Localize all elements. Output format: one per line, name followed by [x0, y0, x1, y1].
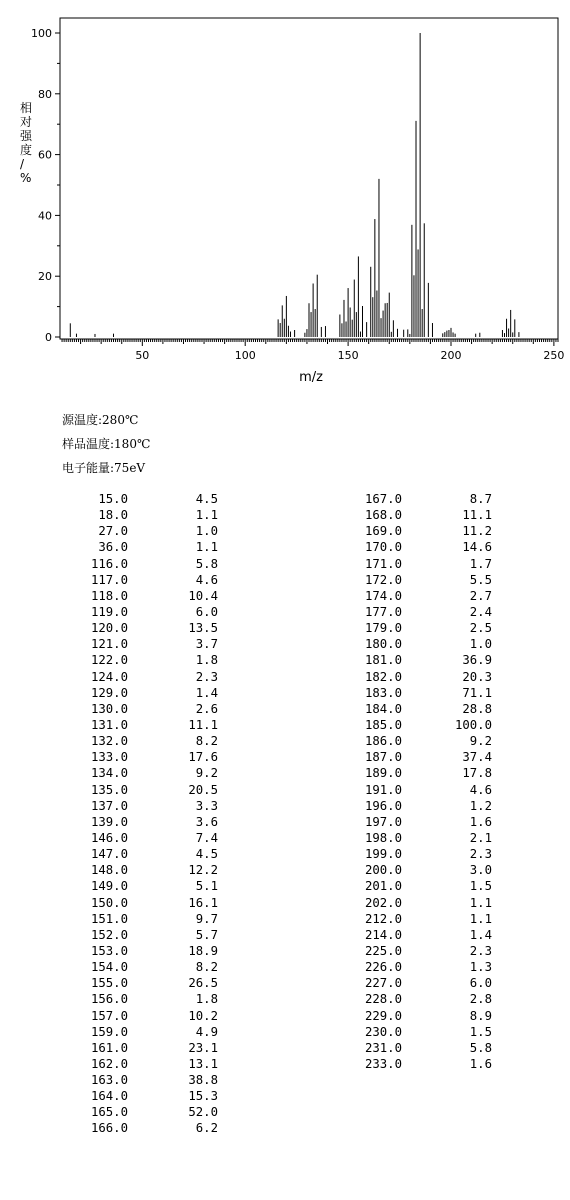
- mz-value: 228.0: [364, 992, 402, 1007]
- peak-row: [76, 927, 218, 943]
- peak-row: [350, 1024, 492, 1040]
- mz-value: 155.0: [90, 976, 128, 991]
- peak-row: [350, 765, 492, 781]
- mz-value: 181.0: [364, 653, 402, 668]
- mz-value: 120.0: [90, 621, 128, 636]
- peak-row: [76, 991, 218, 1007]
- mz-value: 166.0: [90, 1121, 128, 1136]
- x-tick-label: 250: [543, 349, 565, 362]
- mz-value: 156.0: [90, 992, 128, 1007]
- abundance-value: 17.6: [188, 750, 218, 765]
- abundance-value: 1.4: [469, 927, 492, 942]
- abundance-value: 100.0: [454, 717, 492, 732]
- mz-value: 15.0: [98, 492, 128, 506]
- source-temperature: 源温度:280℃: [62, 413, 139, 427]
- abundance-value: 52.0: [188, 1105, 218, 1120]
- peak-row: [350, 814, 492, 830]
- mz-value: 201.0: [364, 879, 402, 894]
- peak-table-left: [76, 491, 218, 1137]
- peak-row: [76, 878, 218, 894]
- peak-row: [76, 717, 218, 733]
- peak-row: [76, 862, 218, 878]
- mz-value: 191.0: [364, 782, 402, 797]
- peak-row: [76, 1104, 218, 1120]
- x-axis-label: m/z: [299, 370, 323, 385]
- abundance-value: 2.7: [469, 588, 492, 603]
- peak-row: [76, 604, 218, 620]
- y-tick-label: 100: [31, 27, 52, 40]
- abundance-value: 4.6: [469, 782, 492, 797]
- peak-row: [350, 1040, 492, 1056]
- peak-row: [76, 701, 218, 717]
- mz-value: 199.0: [364, 847, 402, 862]
- abundance-value: 1.8: [195, 992, 218, 1007]
- peak-row: [350, 991, 492, 1007]
- peak-row: [76, 911, 218, 927]
- abundance-value: 3.7: [195, 637, 218, 652]
- x-tick-label: 50: [135, 349, 150, 362]
- abundance-value: 11.1: [188, 717, 218, 732]
- abundance-value: 1.5: [469, 1024, 492, 1039]
- mz-value: 157.0: [90, 1008, 128, 1023]
- mz-value: 118.0: [90, 588, 128, 603]
- abundance-value: 1.4: [195, 685, 218, 700]
- peak-row: [76, 1040, 218, 1056]
- abundance-value: 37.4: [462, 750, 492, 765]
- mz-value: 163.0: [90, 1073, 128, 1088]
- peak-row: [350, 733, 492, 749]
- abundance-value: 5.1: [195, 879, 218, 894]
- mz-value: 154.0: [90, 960, 128, 975]
- peak-row: [76, 669, 218, 685]
- abundance-value: 2.4: [469, 604, 492, 619]
- abundance-value: 8.2: [195, 960, 218, 975]
- peak-row: [350, 588, 492, 604]
- abundance-value: 2.3: [469, 943, 492, 958]
- peak-row: [350, 620, 492, 636]
- abundance-value: 20.5: [188, 782, 218, 797]
- instrument-conditions: [62, 408, 150, 480]
- mz-value: 182.0: [364, 669, 402, 684]
- peak-row: [76, 1056, 218, 1072]
- mz-value: 177.0: [364, 604, 402, 619]
- mz-value: 36.0: [98, 540, 128, 555]
- peak-row: [350, 959, 492, 975]
- abundance-value: 8.9: [469, 1008, 492, 1023]
- abundance-value: 4.6: [195, 572, 218, 587]
- abundance-value: 20.3: [462, 669, 492, 684]
- y-axis-label: 相对强度/ %: [20, 101, 33, 185]
- mz-value: 159.0: [90, 1024, 128, 1039]
- mz-value: 135.0: [90, 782, 128, 797]
- mz-value: 197.0: [364, 814, 402, 829]
- abundance-value: 1.1: [195, 508, 218, 523]
- abundance-value: 5.8: [469, 1040, 492, 1055]
- peak-row: [350, 701, 492, 717]
- mz-value: 124.0: [90, 669, 128, 684]
- mz-value: 121.0: [90, 637, 128, 652]
- abundance-value: 26.5: [188, 976, 218, 991]
- peak-row: [350, 846, 492, 862]
- peak-row: [76, 1120, 218, 1136]
- peak-row: [350, 491, 492, 507]
- y-tick-label: 40: [38, 209, 52, 223]
- abundance-value: 2.6: [195, 701, 218, 716]
- abundance-value: 11.1: [462, 508, 492, 523]
- mz-value: 117.0: [90, 572, 128, 587]
- mz-value: 200.0: [364, 863, 402, 878]
- abundance-value: 6.0: [469, 976, 492, 991]
- peak-row: [350, 782, 492, 798]
- peak-row: [76, 846, 218, 862]
- abundance-value: 38.8: [188, 1073, 218, 1088]
- y-tick-label: 80: [38, 87, 52, 101]
- abundance-value: 36.9: [462, 653, 492, 668]
- abundance-value: 5.5: [469, 572, 492, 587]
- plot-frame: [60, 18, 558, 339]
- mz-value: 149.0: [90, 879, 128, 894]
- peak-table-right: [350, 491, 492, 1072]
- peak-row: [76, 1008, 218, 1024]
- peak-row: [76, 782, 218, 798]
- mz-value: 129.0: [90, 685, 128, 700]
- peak-row: [76, 491, 218, 507]
- peak-row: [76, 765, 218, 781]
- electron-energy: 电子能量:75eV: [62, 461, 146, 475]
- abundance-value: 13.1: [188, 1056, 218, 1071]
- peak-row: [76, 572, 218, 588]
- mz-value: 174.0: [364, 588, 402, 603]
- mz-value: 147.0: [90, 847, 128, 862]
- abundance-value: 16.1: [188, 895, 218, 910]
- mz-value: 229.0: [364, 1008, 402, 1023]
- mz-value: 167.0: [364, 492, 402, 506]
- abundance-value: 1.6: [469, 1056, 492, 1071]
- abundance-value: 5.7: [195, 927, 218, 942]
- mz-value: 134.0: [90, 766, 128, 781]
- mz-value: 131.0: [90, 717, 128, 732]
- peak-row: [350, 507, 492, 523]
- mz-value: 233.0: [364, 1056, 402, 1071]
- peak-row: [76, 620, 218, 636]
- spectrum-peaks: [70, 33, 519, 337]
- mz-value: 122.0: [90, 653, 128, 668]
- peak-row: [350, 895, 492, 911]
- mz-value: 183.0: [364, 685, 402, 700]
- peak-row: [350, 878, 492, 894]
- peak-row: [350, 1056, 492, 1072]
- mz-value: 130.0: [90, 701, 128, 716]
- abundance-value: 1.7: [469, 556, 492, 571]
- mz-value: 168.0: [364, 508, 402, 523]
- abundance-value: 14.6: [462, 540, 492, 555]
- abundance-value: 2.3: [469, 847, 492, 862]
- abundance-value: 3.3: [195, 798, 218, 813]
- peak-row: [76, 1088, 218, 1104]
- abundance-value: 4.5: [195, 847, 218, 862]
- abundance-value: 4.5: [195, 492, 218, 506]
- abundance-value: 1.1: [469, 895, 492, 910]
- x-tick-label: 200: [440, 349, 462, 362]
- abundance-value: 10.4: [188, 588, 218, 603]
- mz-value: 165.0: [90, 1105, 128, 1120]
- mz-value: 153.0: [90, 943, 128, 958]
- abundance-value: 6.2: [195, 1121, 218, 1136]
- peak-row: [350, 927, 492, 943]
- peak-row: [76, 959, 218, 975]
- abundance-value: 8.7: [469, 492, 492, 506]
- peak-row: [76, 895, 218, 911]
- mz-value: 162.0: [90, 1056, 128, 1071]
- abundance-value: 1.0: [469, 637, 492, 652]
- abundance-value: 1.1: [469, 911, 492, 926]
- peak-row: [76, 636, 218, 652]
- mz-value: 150.0: [90, 895, 128, 910]
- peak-row: [76, 798, 218, 814]
- mz-value: 27.0: [98, 524, 128, 539]
- abundance-value: 1.3: [469, 960, 492, 975]
- sample-temperature: 样品温度:180℃: [62, 437, 151, 451]
- peak-row: [350, 604, 492, 620]
- mz-value: 202.0: [364, 895, 402, 910]
- abundance-value: 1.8: [195, 653, 218, 668]
- mz-value: 226.0: [364, 960, 402, 975]
- peak-row: [350, 943, 492, 959]
- mz-value: 146.0: [90, 830, 128, 845]
- mz-value: 132.0: [90, 734, 128, 749]
- mz-value: 196.0: [364, 798, 402, 813]
- mz-value: 18.0: [98, 508, 128, 523]
- abundance-value: 1.5: [469, 879, 492, 894]
- mz-value: 137.0: [90, 798, 128, 813]
- mz-value: 151.0: [90, 911, 128, 926]
- peak-row: [76, 1072, 218, 1088]
- peak-row: [350, 717, 492, 733]
- abundance-value: 2.8: [469, 992, 492, 1007]
- peak-row: [76, 975, 218, 991]
- peak-row: [76, 943, 218, 959]
- peak-row: [350, 749, 492, 765]
- peak-row: [350, 539, 492, 555]
- abundance-value: 1.6: [469, 814, 492, 829]
- abundance-value: 17.8: [462, 766, 492, 781]
- peak-row: [76, 814, 218, 830]
- peak-row: [76, 652, 218, 668]
- abundance-value: 4.9: [195, 1024, 218, 1039]
- mz-value: 152.0: [90, 927, 128, 942]
- abundance-value: 5.8: [195, 556, 218, 571]
- x-tick-label: 150: [337, 349, 359, 362]
- peak-row: [350, 798, 492, 814]
- peak-row: [76, 1024, 218, 1040]
- abundance-value: 12.2: [188, 863, 218, 878]
- x-tick-label: 100: [234, 349, 256, 362]
- peak-row: [350, 911, 492, 927]
- peak-row: [350, 523, 492, 539]
- peak-row: [76, 749, 218, 765]
- mz-value: 169.0: [364, 524, 402, 539]
- peak-row: [350, 975, 492, 991]
- abundance-value: 8.2: [195, 734, 218, 749]
- abundance-value: 1.0: [195, 524, 218, 539]
- abundance-value: 2.1: [469, 830, 492, 845]
- peak-row: [76, 685, 218, 701]
- abundance-value: 3.6: [195, 814, 218, 829]
- abundance-value: 71.1: [462, 685, 492, 700]
- mz-value: 184.0: [364, 701, 402, 716]
- mz-value: 170.0: [364, 540, 402, 555]
- abundance-value: 1.1: [195, 540, 218, 555]
- mz-value: 189.0: [364, 766, 402, 781]
- peak-row: [350, 862, 492, 878]
- mz-value: 180.0: [364, 637, 402, 652]
- abundance-value: 9.2: [469, 734, 492, 749]
- mz-value: 186.0: [364, 734, 402, 749]
- peak-row: [350, 685, 492, 701]
- peak-row: [350, 669, 492, 685]
- y-tick-label: 60: [38, 148, 52, 162]
- mz-value: 185.0: [364, 717, 402, 732]
- abundance-value: 7.4: [195, 830, 218, 845]
- mz-value: 116.0: [90, 556, 128, 571]
- peak-row: [76, 830, 218, 846]
- abundance-value: 2.5: [469, 621, 492, 636]
- mz-value: 187.0: [364, 750, 402, 765]
- mz-value: 179.0: [364, 621, 402, 636]
- peak-row: [76, 507, 218, 523]
- peak-row: [350, 830, 492, 846]
- mz-value: 133.0: [90, 750, 128, 765]
- mz-value: 171.0: [364, 556, 402, 571]
- mz-value: 119.0: [90, 604, 128, 619]
- peak-row: [76, 733, 218, 749]
- abundance-value: 13.5: [188, 621, 218, 636]
- peak-row: [350, 572, 492, 588]
- abundance-value: 1.2: [469, 798, 492, 813]
- mz-value: 148.0: [90, 863, 128, 878]
- abundance-value: 9.7: [195, 911, 218, 926]
- mz-value: 225.0: [364, 943, 402, 958]
- mz-value: 164.0: [90, 1089, 128, 1104]
- peak-row: [350, 1008, 492, 1024]
- peak-row: [350, 636, 492, 652]
- abundance-value: 15.3: [188, 1089, 218, 1104]
- abundance-value: 23.1: [188, 1040, 218, 1055]
- mz-value: 172.0: [364, 572, 402, 587]
- y-tick-label: 20: [38, 270, 52, 284]
- abundance-value: 11.2: [462, 524, 492, 539]
- mz-value: 227.0: [364, 976, 402, 991]
- mz-value: 161.0: [90, 1040, 128, 1055]
- y-tick-label: 0: [45, 331, 52, 344]
- peak-row: [350, 652, 492, 668]
- peak-row: [76, 539, 218, 555]
- abundance-value: 10.2: [188, 1008, 218, 1023]
- mz-value: 230.0: [364, 1024, 402, 1039]
- peak-row: [350, 556, 492, 572]
- peak-row: [76, 588, 218, 604]
- mz-value: 212.0: [364, 911, 402, 926]
- axis-ticks: [31, 27, 564, 362]
- abundance-value: 3.0: [469, 863, 492, 878]
- mz-value: 198.0: [364, 830, 402, 845]
- mz-value: 139.0: [90, 814, 128, 829]
- mz-value: 214.0: [364, 927, 402, 942]
- peak-row: [76, 556, 218, 572]
- abundance-value: 18.9: [188, 943, 218, 958]
- mz-value: 231.0: [364, 1040, 402, 1055]
- abundance-value: 9.2: [195, 766, 218, 781]
- abundance-value: 6.0: [195, 604, 218, 619]
- abundance-value: 28.8: [462, 701, 492, 716]
- peak-row: [76, 523, 218, 539]
- mass-spectrum-chart: [0, 0, 570, 395]
- abundance-value: 2.3: [195, 669, 218, 684]
